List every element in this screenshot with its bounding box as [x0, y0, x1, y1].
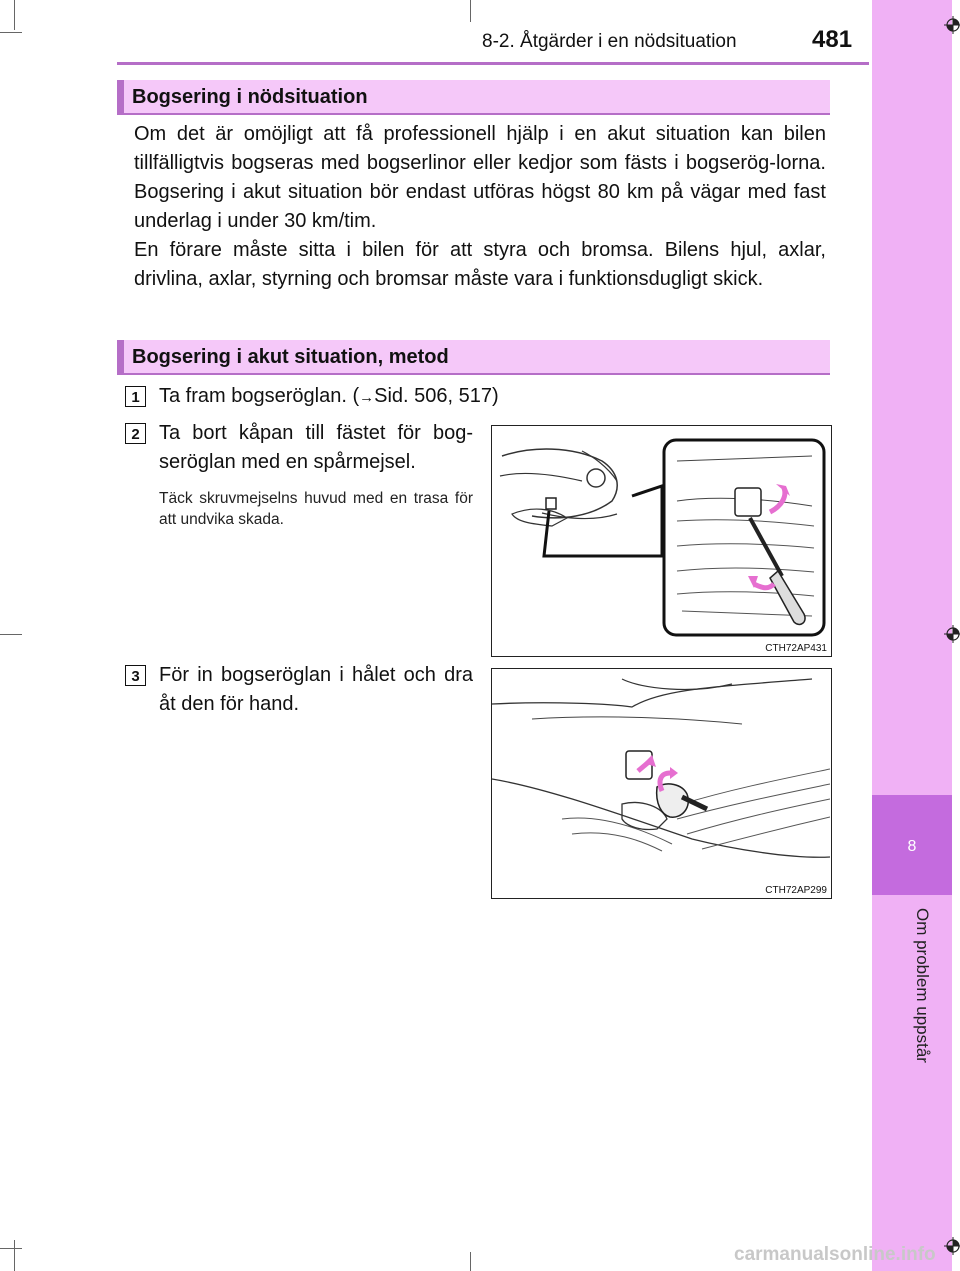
- registration-mark-icon: [944, 16, 960, 34]
- crop-mark: [0, 1248, 22, 1249]
- header-section-title: 8-2. Åtgärder i en nödsituation: [482, 31, 737, 52]
- watermark: carmanualsonline.info: [734, 1244, 936, 1265]
- section-heading-text: Bogsering i akut situation, metod: [132, 346, 449, 368]
- body-paragraph: En förare måste sitta i bilen för att styra och bromsa. Bilens hjul, axlar, drivlina, axlar, styrning och bromsar måste vara i funktionsdugligt skick.: [134, 239, 826, 290]
- heading-accent-bar: [117, 340, 124, 373]
- chapter-title: Om problem uppstår: [913, 908, 932, 1063]
- step-note: Täck skruvmejselns huvud med en trasa för att undvika skada.: [159, 490, 473, 528]
- arrow-right-icon: →: [359, 389, 375, 406]
- step-text: Ta bort kåpan till fästet för bog-seröglan med en spårmejsel.: [159, 422, 473, 473]
- registration-mark-icon: [944, 625, 960, 643]
- figure-code: CTH72AP431: [765, 643, 827, 654]
- figure-code: CTH72AP299: [765, 885, 827, 896]
- page-reference: Sid. 506, 517): [374, 385, 499, 407]
- illustration-remove-cover: [492, 426, 830, 655]
- step-text: För in bogseröglan i hålet och dra åt den för hand.: [159, 664, 473, 715]
- crop-mark: [0, 32, 22, 33]
- section-heading-towing-method: [117, 340, 830, 375]
- step-number-badge: 2: [125, 423, 146, 444]
- body-paragraph: Om det är omöjligt att få professionell hjälp i en akut situation kan bilen tillfälligtvis bogseras med bogserlinor eller kedjor som fästs i bogserög-lorna. Bogsering i akut situation bör endast utföras högst 80 km på vägar med fast underlag i under 30 km/tim.: [134, 123, 826, 232]
- page-number: 481: [812, 26, 853, 53]
- header-rule: [117, 62, 869, 65]
- figure-remove-cover: [491, 425, 832, 657]
- step-number-badge: 1: [125, 386, 146, 407]
- crop-mark: [14, 1240, 15, 1271]
- section-heading-text: Bogsering i nödsituation: [132, 86, 368, 108]
- heading-accent-bar: [117, 80, 124, 113]
- illustration-install-tow-eye: [492, 669, 830, 897]
- crop-mark: [470, 1252, 471, 1271]
- step-number-badge: 3: [125, 665, 146, 686]
- registration-mark-icon: [944, 1237, 960, 1255]
- step-text-part: Ta fram bogseröglan. (: [159, 385, 360, 407]
- crop-mark: [470, 0, 471, 22]
- crop-mark: [14, 0, 15, 30]
- step-text: [159, 382, 499, 412]
- chapter-side-tab: [872, 0, 952, 1271]
- figure-install-tow-eye: [491, 668, 832, 899]
- crop-mark: [0, 634, 22, 635]
- section-heading-emergency-towing: [117, 80, 830, 115]
- chapter-number: 8: [907, 838, 917, 855]
